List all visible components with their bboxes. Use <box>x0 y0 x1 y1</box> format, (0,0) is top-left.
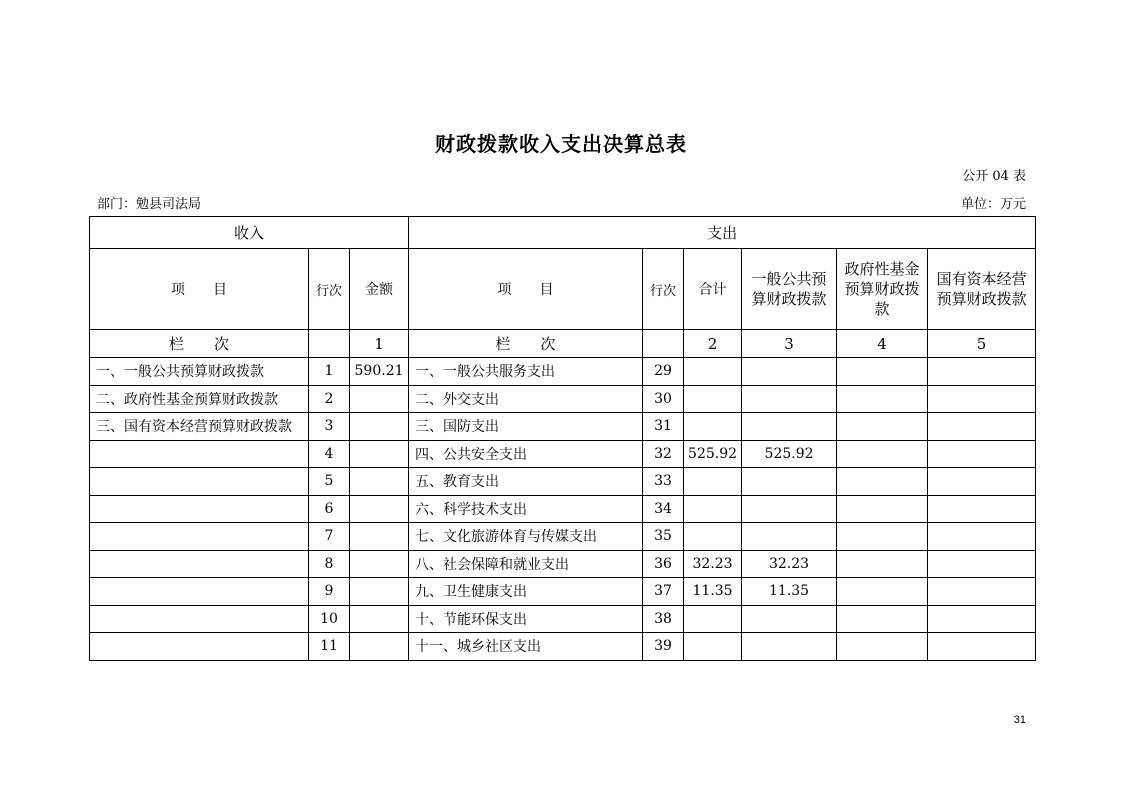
general-budget-amount-cell <box>742 495 837 523</box>
expense-line-cell: 37 <box>643 578 684 606</box>
gov-fund-amount-cell <box>837 605 928 633</box>
gov-fund-amount-cell <box>837 385 928 413</box>
general-budget-amount-cell <box>742 413 837 441</box>
total-amount-cell <box>684 468 742 496</box>
income-item-cell <box>90 523 309 551</box>
budget-table <box>89 216 1036 661</box>
gov-fund-amount-cell <box>837 413 928 441</box>
income-line-cell: 1 <box>309 358 350 386</box>
income-line-cell: 5 <box>309 468 350 496</box>
unit-label: 单位：万元 <box>960 197 1026 212</box>
expense-item-cell: 一、一般公共服务支出 <box>409 358 643 386</box>
state-capital-amount-cell <box>928 578 1036 606</box>
income-line-cell: 7 <box>309 523 350 551</box>
income-amount-cell <box>350 385 409 413</box>
table-row <box>90 578 1036 606</box>
total-amount-cell <box>684 633 742 661</box>
state-capital-amount-cell <box>928 385 1036 413</box>
general-budget-amount-cell: 32.23 <box>742 550 837 578</box>
col-index-2: 2 <box>684 330 742 358</box>
income-amount-cell <box>350 578 409 606</box>
page-title: 财政拨款收入支出决算总表 <box>435 132 687 156</box>
expense-line-cell: 33 <box>643 468 684 496</box>
income-amount-cell: 590.21 <box>350 358 409 386</box>
expense-item-cell: 二、外交支出 <box>409 385 643 413</box>
expense-item-header: 项 目 <box>409 249 643 330</box>
table-row <box>90 358 1036 386</box>
income-item-cell <box>90 550 309 578</box>
col-index-3: 3 <box>742 330 837 358</box>
expense-line-cell: 38 <box>643 605 684 633</box>
col-index-5: 5 <box>928 330 1036 358</box>
expense-line-header: 行次 <box>643 249 684 330</box>
expense-item-cell: 八、社会保障和就业支出 <box>409 550 643 578</box>
total-amount-cell <box>684 495 742 523</box>
department-label: 部门：勉县司法局 <box>97 197 202 212</box>
general-budget-amount-cell <box>742 468 837 496</box>
expense-item-cell: 三、国防支出 <box>409 413 643 441</box>
income-amount-cell <box>350 440 409 468</box>
expense-item-cell: 十、节能环保支出 <box>409 605 643 633</box>
column-header-row <box>90 249 1036 330</box>
income-item-cell <box>90 633 309 661</box>
table-row <box>90 440 1036 468</box>
income-line-cell: 11 <box>309 633 350 661</box>
col-index-1: 1 <box>350 330 409 358</box>
total-amount-cell <box>684 605 742 633</box>
income-lanci-label: 栏 次 <box>90 330 309 358</box>
general-budget-amount-cell: 11.35 <box>742 578 837 606</box>
income-header: 收入 <box>90 217 409 249</box>
expense-item-cell: 十一、城乡社区支出 <box>409 633 643 661</box>
table-row <box>90 495 1036 523</box>
table-row <box>90 385 1036 413</box>
table-row <box>90 523 1036 551</box>
income-item-cell <box>90 440 309 468</box>
income-line-cell: 9 <box>309 578 350 606</box>
total-amount-cell: 525.92 <box>684 440 742 468</box>
general-budget-amount-cell <box>742 605 837 633</box>
general-budget-amount-cell <box>742 358 837 386</box>
income-line-cell: 4 <box>309 440 350 468</box>
total-amount-cell <box>684 358 742 386</box>
general-budget-amount-cell <box>742 633 837 661</box>
expense-line-cell: 30 <box>643 385 684 413</box>
expense-line-cell: 32 <box>643 440 684 468</box>
expense-item-cell: 四、公共安全支出 <box>409 440 643 468</box>
state-capital-header: 国有资本经营预算财政拨款 <box>928 249 1036 330</box>
gov-fund-amount-cell <box>837 358 928 386</box>
general-budget-amount-cell <box>742 523 837 551</box>
expense-item-cell: 七、文化旅游体育与传媒支出 <box>409 523 643 551</box>
form-number: 公开 04 表 <box>962 169 1026 184</box>
gov-fund-header: 政府性基金预算财政拨款 <box>837 249 928 330</box>
general-budget-amount-cell <box>742 385 837 413</box>
state-capital-amount-cell <box>928 413 1036 441</box>
expense-line-cell: 34 <box>643 495 684 523</box>
table-row <box>90 468 1036 496</box>
income-item-cell <box>90 495 309 523</box>
expense-line-cell: 36 <box>643 550 684 578</box>
income-line-cell: 3 <box>309 413 350 441</box>
state-capital-amount-cell <box>928 633 1036 661</box>
section-header-row <box>90 217 1036 249</box>
gov-fund-amount-cell <box>837 495 928 523</box>
total-amount-cell <box>684 523 742 551</box>
income-item-cell: 三、国有资本经营预算财政拨款 <box>90 413 309 441</box>
gov-fund-amount-cell <box>837 468 928 496</box>
state-capital-amount-cell <box>928 605 1036 633</box>
income-item-header: 项 目 <box>90 249 309 330</box>
income-amount-cell <box>350 550 409 578</box>
total-amount-cell: 11.35 <box>684 578 742 606</box>
table-row <box>90 413 1036 441</box>
income-item-cell: 一、一般公共预算财政拨款 <box>90 358 309 386</box>
gov-fund-amount-cell <box>837 633 928 661</box>
expense-item-cell: 六、科学技术支出 <box>409 495 643 523</box>
total-amount-cell <box>684 385 742 413</box>
income-line-cell: 8 <box>309 550 350 578</box>
income-line-cell: 10 <box>309 605 350 633</box>
state-capital-amount-cell <box>928 468 1036 496</box>
column-index-row <box>90 330 1036 358</box>
expense-lanci-label: 栏 次 <box>409 330 643 358</box>
income-line-header: 行次 <box>309 249 350 330</box>
income-amount-cell <box>350 468 409 496</box>
gov-fund-amount-cell <box>837 578 928 606</box>
state-capital-amount-cell <box>928 495 1036 523</box>
total-header: 合计 <box>684 249 742 330</box>
col-index-4: 4 <box>837 330 928 358</box>
expense-item-cell: 九、卫生健康支出 <box>409 578 643 606</box>
income-amount-cell <box>350 495 409 523</box>
page-number: 31 <box>1013 714 1026 726</box>
income-amount-header: 金额 <box>350 249 409 330</box>
income-amount-cell <box>350 523 409 551</box>
income-line-cell: 6 <box>309 495 350 523</box>
gov-fund-amount-cell <box>837 440 928 468</box>
state-capital-amount-cell <box>928 358 1036 386</box>
expense-line-cell: 31 <box>643 413 684 441</box>
total-amount-cell: 32.23 <box>684 550 742 578</box>
expense-line-cell: 35 <box>643 523 684 551</box>
expense-header: 支出 <box>409 217 1036 249</box>
general-budget-amount-cell: 525.92 <box>742 440 837 468</box>
income-item-cell <box>90 468 309 496</box>
state-capital-amount-cell <box>928 550 1036 578</box>
expense-line-cell: 29 <box>643 358 684 386</box>
expense-item-cell: 五、教育支出 <box>409 468 643 496</box>
income-item-cell: 二、政府性基金预算财政拨款 <box>90 385 309 413</box>
gov-fund-amount-cell <box>837 523 928 551</box>
income-item-cell <box>90 578 309 606</box>
income-line-cell: 2 <box>309 385 350 413</box>
state-capital-amount-cell <box>928 523 1036 551</box>
table-row <box>90 633 1036 661</box>
income-amount-cell <box>350 413 409 441</box>
total-amount-cell <box>684 413 742 441</box>
table-row <box>90 605 1036 633</box>
table-row <box>90 550 1036 578</box>
general-budget-header: 一般公共预算财政拨款 <box>742 249 837 330</box>
gov-fund-amount-cell <box>837 550 928 578</box>
expense-line-cell: 39 <box>643 633 684 661</box>
income-item-cell <box>90 605 309 633</box>
income-amount-cell <box>350 633 409 661</box>
income-amount-cell <box>350 605 409 633</box>
state-capital-amount-cell <box>928 440 1036 468</box>
